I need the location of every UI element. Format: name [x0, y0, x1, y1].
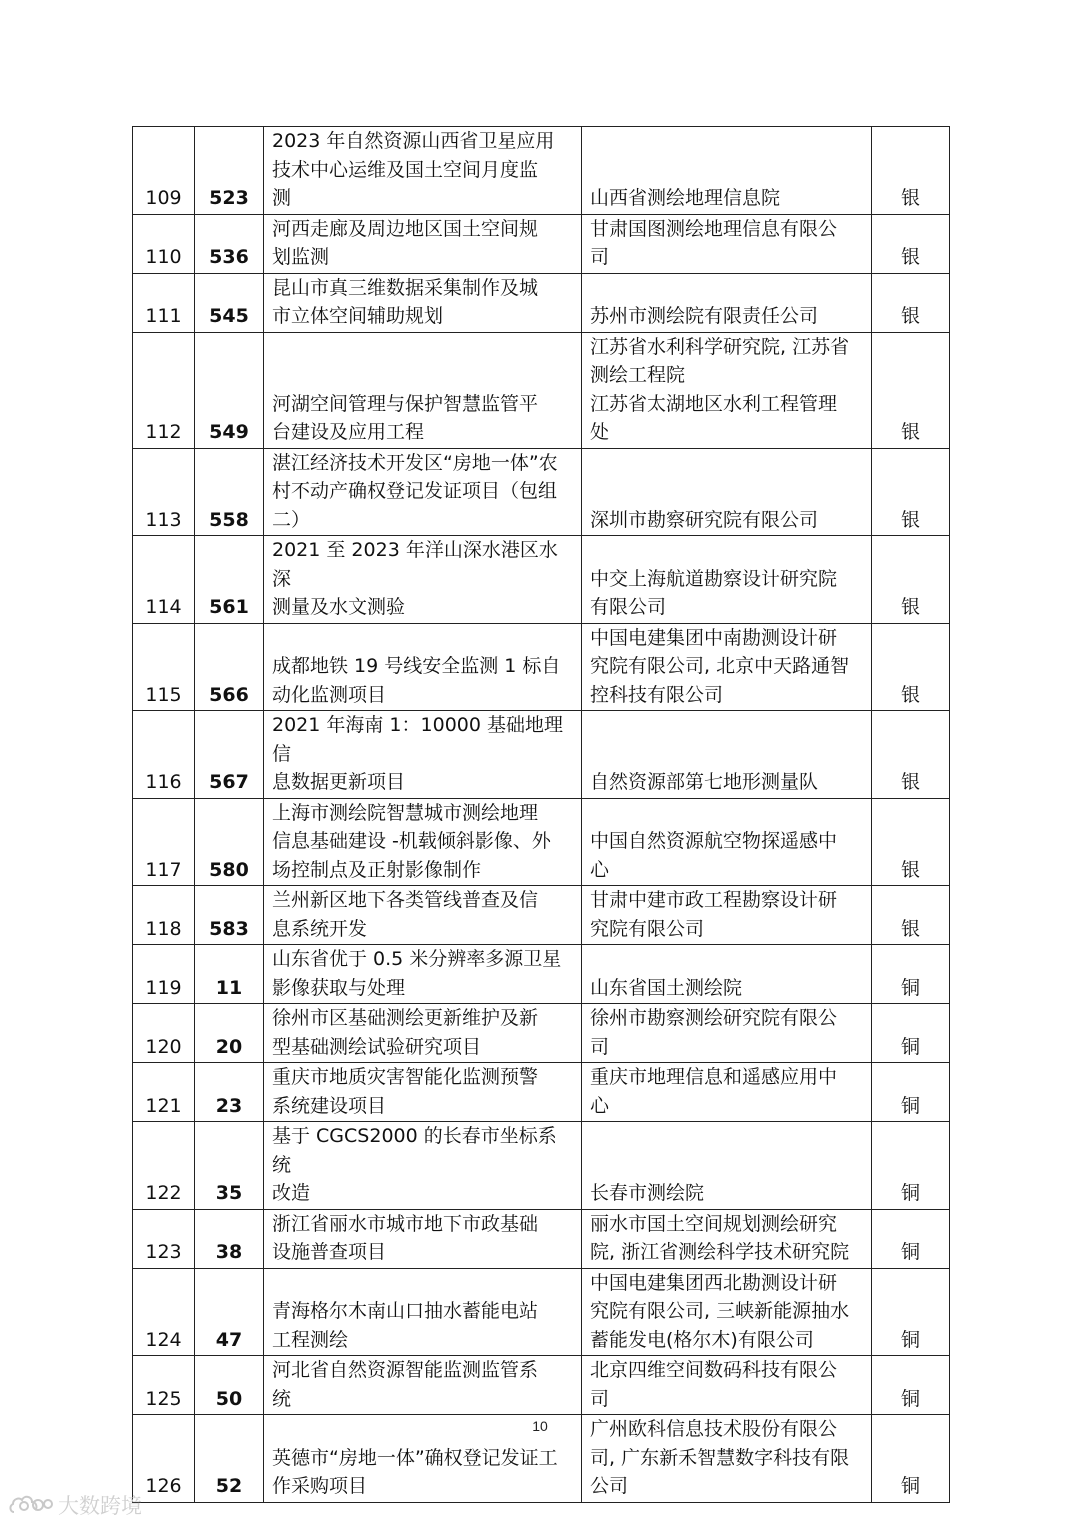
seq-cell: 122 [133, 1122, 195, 1210]
units-cell: 长春市测绘院 [582, 1122, 872, 1210]
award-cell: 银 [872, 711, 950, 799]
seq-cell: 118 [133, 886, 195, 945]
seq-cell: 111 [133, 273, 195, 332]
award-cell: 铜 [872, 945, 950, 1004]
project-cell: 重庆市地质灾害智能化监测预警 系统建设项目 [264, 1063, 582, 1122]
number-cell: 558 [195, 448, 264, 536]
units-cell: 甘肃国图测绘地理信息有限公 司 [582, 214, 872, 273]
project-cell: 2021 至 2023 年洋山深水港区水深 测量及水文测验 [264, 536, 582, 624]
table-row [133, 945, 950, 1004]
watermark-text: 大数跨境 [58, 1494, 142, 1518]
number-cell: 11 [195, 945, 264, 1004]
seq-cell: 123 [133, 1209, 195, 1268]
units-cell: 甘肃中建市政工程勘察设计研 究院有限公司 [582, 886, 872, 945]
units-cell: 深圳市勘察研究院有限公司 [582, 448, 872, 536]
number-cell: 549 [195, 332, 264, 448]
seq-cell: 114 [133, 536, 195, 624]
award-cell: 银 [872, 536, 950, 624]
seq-cell: 110 [133, 214, 195, 273]
units-cell: 苏州市测绘院有限责任公司 [582, 273, 872, 332]
watermark-logo [8, 1488, 158, 1522]
units-cell: 重庆市地理信息和遥感应用中 心 [582, 1063, 872, 1122]
table-row [133, 1004, 950, 1063]
seq-cell: 126 [133, 1415, 195, 1503]
number-cell: 583 [195, 886, 264, 945]
seq-cell: 113 [133, 448, 195, 536]
number-cell: 523 [195, 127, 264, 215]
project-cell: 河西走廊及周边地区国土空间规 划监测 [264, 214, 582, 273]
units-cell: 山东省国土测绘院 [582, 945, 872, 1004]
number-cell: 580 [195, 798, 264, 886]
seq-cell: 120 [133, 1004, 195, 1063]
number-cell: 567 [195, 711, 264, 799]
award-cell: 铜 [872, 1209, 950, 1268]
number-cell: 35 [195, 1122, 264, 1210]
award-cell: 银 [872, 332, 950, 448]
units-cell: 广州欧科信息技术股份有限公 司, 广东新禾智慧数字科技有限 公司 [582, 1415, 872, 1503]
project-cell: 河北省自然资源智能监测监管系 统 [264, 1356, 582, 1415]
number-cell: 52 [195, 1415, 264, 1503]
seq-cell: 109 [133, 127, 195, 215]
seq-cell: 116 [133, 711, 195, 799]
award-cell: 银 [872, 214, 950, 273]
units-cell: 自然资源部第七地形测量队 [582, 711, 872, 799]
units-cell: 丽水市国土空间规划测绘研究 院, 浙江省测绘科学技术研究院 [582, 1209, 872, 1268]
units-cell: 北京四维空间数码科技有限公 司 [582, 1356, 872, 1415]
award-cell: 铜 [872, 1268, 950, 1356]
award-cell: 银 [872, 886, 950, 945]
table-row [133, 536, 950, 624]
units-cell: 中国电建集团中南勘测设计研 究院有限公司, 北京中天路通智 控科技有限公司 [582, 623, 872, 711]
table-row [133, 1268, 950, 1356]
award-cell: 铜 [872, 1122, 950, 1210]
units-cell: 中交上海航道勘察设计研究院 有限公司 [582, 536, 872, 624]
project-cell: 2023 年自然资源山西省卫星应用 技术中心运维及国土空间月度监 测 [264, 127, 582, 215]
units-cell: 江苏省水利科学研究院, 江苏省 测绘工程院 江苏省太湖地区水利工程管理 处 [582, 332, 872, 448]
number-cell: 50 [195, 1356, 264, 1415]
units-cell: 山西省测绘地理信息院 [582, 127, 872, 215]
seq-cell: 125 [133, 1356, 195, 1415]
project-cell: 兰州新区地下各类管线普查及信 息系统开发 [264, 886, 582, 945]
project-cell: 浙江省丽水市城市地下市政基础 设施普查项目 [264, 1209, 582, 1268]
table-row [133, 886, 950, 945]
table-row [133, 711, 950, 799]
table-row [133, 798, 950, 886]
cloud-logo-icon [10, 1497, 52, 1512]
project-cell: 成都地铁 19 号线安全监测 1 标自 动化监测项目 [264, 623, 582, 711]
award-cell: 银 [872, 273, 950, 332]
table-row [133, 332, 950, 448]
number-cell: 561 [195, 536, 264, 624]
award-cell: 银 [872, 623, 950, 711]
award-table-body [133, 127, 950, 1503]
project-cell: 英德市“房地一体”确权登记发证工 作采购项目 [264, 1415, 582, 1503]
number-cell: 566 [195, 623, 264, 711]
project-cell: 湛江经济技术开发区“房地一体”农 村不动产确权登记发证项目（包组 二） [264, 448, 582, 536]
table-row [133, 127, 950, 215]
table-row [133, 623, 950, 711]
table-row [133, 448, 950, 536]
project-cell: 徐州市区基础测绘更新维护及新 型基础测绘试验研究项目 [264, 1004, 582, 1063]
award-cell: 铜 [872, 1063, 950, 1122]
seq-cell: 112 [133, 332, 195, 448]
award-cell: 铜 [872, 1415, 950, 1503]
seq-cell: 121 [133, 1063, 195, 1122]
project-cell: 河湖空间管理与保护智慧监管平 台建设及应用工程 [264, 332, 582, 448]
number-cell: 47 [195, 1268, 264, 1356]
table-row [133, 214, 950, 273]
units-cell: 徐州市勘察测绘研究院有限公 司 [582, 1004, 872, 1063]
units-cell: 中国自然资源航空物探遥感中 心 [582, 798, 872, 886]
award-cell: 银 [872, 798, 950, 886]
award-table [132, 126, 950, 1503]
table-row [133, 1356, 950, 1415]
number-cell: 23 [195, 1063, 264, 1122]
seq-cell: 119 [133, 945, 195, 1004]
table-row [133, 1209, 950, 1268]
number-cell: 38 [195, 1209, 264, 1268]
units-cell: 中国电建集团西北勘测设计研 究院有限公司, 三峡新能源抽水 蓄能发电(格尔木)有限公司 [582, 1268, 872, 1356]
project-cell: 2021 年海南 1：10000 基础地理信 息数据更新项目 [264, 711, 582, 799]
seq-cell: 115 [133, 623, 195, 711]
seq-cell: 117 [133, 798, 195, 886]
project-cell: 山东省优于 0.5 米分辨率多源卫星 影像获取与处理 [264, 945, 582, 1004]
project-cell: 上海市测绘院智慧城市测绘地理 信息基础建设 -机载倾斜影像、外 场控制点及正射影像制作 [264, 798, 582, 886]
number-cell: 20 [195, 1004, 264, 1063]
table-row [133, 1063, 950, 1122]
table-row [133, 273, 950, 332]
project-cell: 昆山市真三维数据采集制作及城 市立体空间辅助规划 [264, 273, 582, 332]
number-cell: 536 [195, 214, 264, 273]
award-cell: 铜 [872, 1356, 950, 1415]
award-cell: 银 [872, 448, 950, 536]
project-cell: 青海格尔木南山口抽水蓄能电站 工程测绘 [264, 1268, 582, 1356]
project-cell: 基于 CGCS2000 的长春市坐标系统 改造 [264, 1122, 582, 1210]
table-row [133, 1122, 950, 1210]
page-number: 10 [532, 1418, 548, 1434]
award-cell: 银 [872, 127, 950, 215]
award-cell: 铜 [872, 1004, 950, 1063]
number-cell: 545 [195, 273, 264, 332]
seq-cell: 124 [133, 1268, 195, 1356]
